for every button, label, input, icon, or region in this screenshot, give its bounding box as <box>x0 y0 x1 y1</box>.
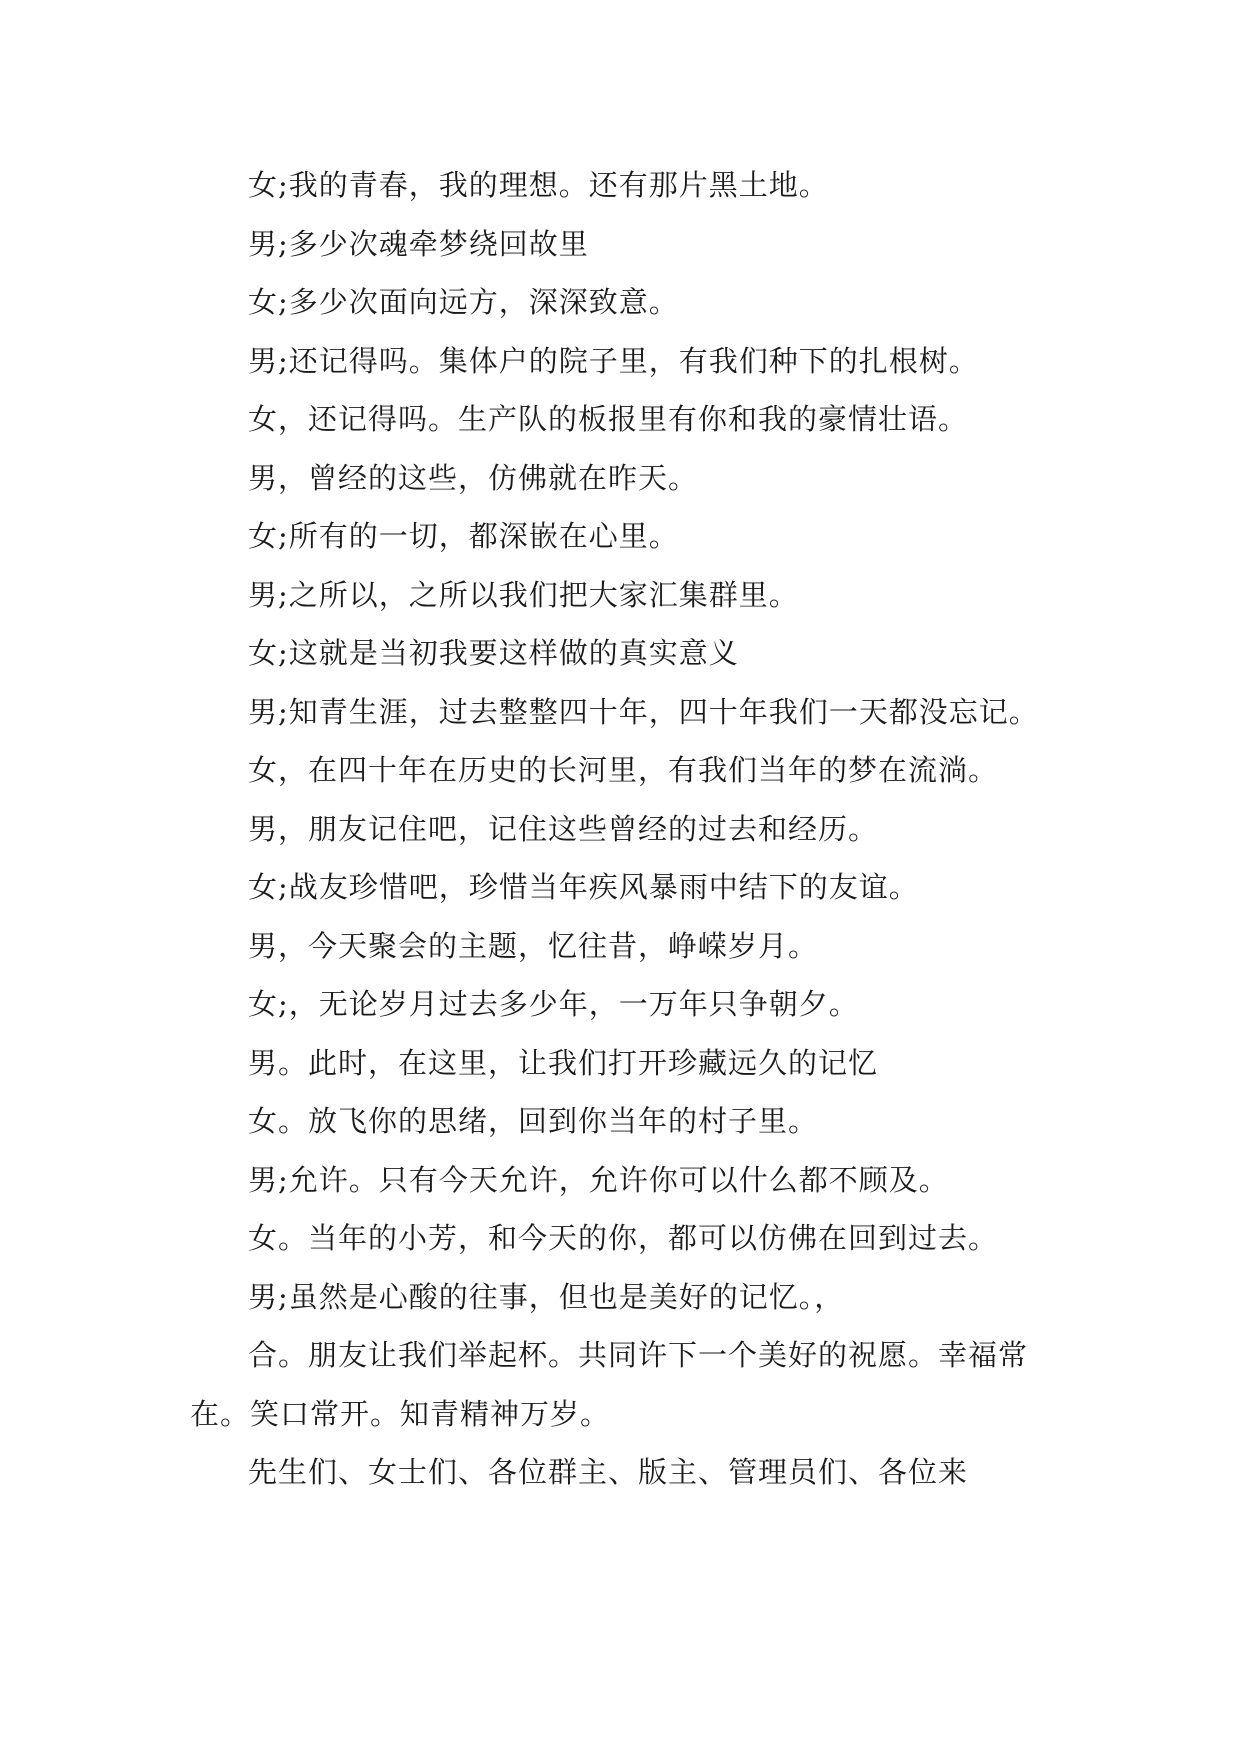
paragraph-7: 女;所有的一切，都深嵌在心里。 <box>248 519 679 553</box>
paragraph-16: 男。此时，在这里，让我们打开珍藏远久的记忆 <box>248 1045 879 1080</box>
paragraph-2: 男;多少次魂牵梦绕回故里 <box>248 226 589 261</box>
paragraph-19: 女。当年的小芳，和今天的你，都可以仿佛在回到过去。 <box>248 1221 999 1255</box>
paragraph-14: 男，今天聚会的主题，忆往昔，峥嵘岁月。 <box>248 928 819 963</box>
paragraph-1: 女;我的青春，我的理想。还有那片黑土地。 <box>248 168 829 202</box>
paragraph-9: 女;这就是当初我要这样做的真实意义 <box>248 636 739 670</box>
paragraph-12: 男，朋友记住吧，记住这些曾经的过去和经历。 <box>248 811 879 846</box>
paragraph-8: 男;之所以，之所以我们把大家汇集群里。 <box>248 577 799 612</box>
document-body <box>190 156 1070 1502</box>
paragraph-18: 男;允许。只有今天允许，允许你可以什么都不顾及。 <box>248 1162 949 1197</box>
paragraph-17: 女。放飞你的思绪，回到你当年的村子里。 <box>248 1104 819 1138</box>
paragraph-15: 女;，无论岁月过去多少年，一万年只争朝夕。 <box>248 987 859 1021</box>
paragraph-10: 男;知青生涯，过去整整四十年，四十年我们一天都没忘记。 <box>248 694 1039 729</box>
paragraph-6: 男，曾经的这些，仿佛就在昨天。 <box>248 460 699 495</box>
paragraph-5: 女，还记得吗。生产队的板报里有你和我的豪情壮语。 <box>248 402 969 436</box>
paragraph-20: 男;虽然是心酸的往事，但也是美好的记忆。， <box>248 1279 845 1314</box>
paragraph-13: 女;战友珍惜吧，珍惜当年疾风暴雨中结下的友谊。 <box>248 870 919 904</box>
paragraph-22: 先生们、女士们、各位群主、版主、管理员们、各位来 <box>248 1455 969 1489</box>
paragraph-21: 合。朋友让我们举起杯。共同许下一个美好的祝愿。幸福常在。笑口常开。知青精神万岁。 <box>190 1338 1029 1431</box>
paragraph-3: 女;多少次面向远方，深深致意。 <box>248 285 679 319</box>
paragraph-4: 男;还记得吗。集体户的院子里，有我们种下的扎根树。 <box>248 343 979 378</box>
paragraph-11: 女，在四十年在历史的长河里，有我们当年的梦在流淌。 <box>248 753 999 787</box>
